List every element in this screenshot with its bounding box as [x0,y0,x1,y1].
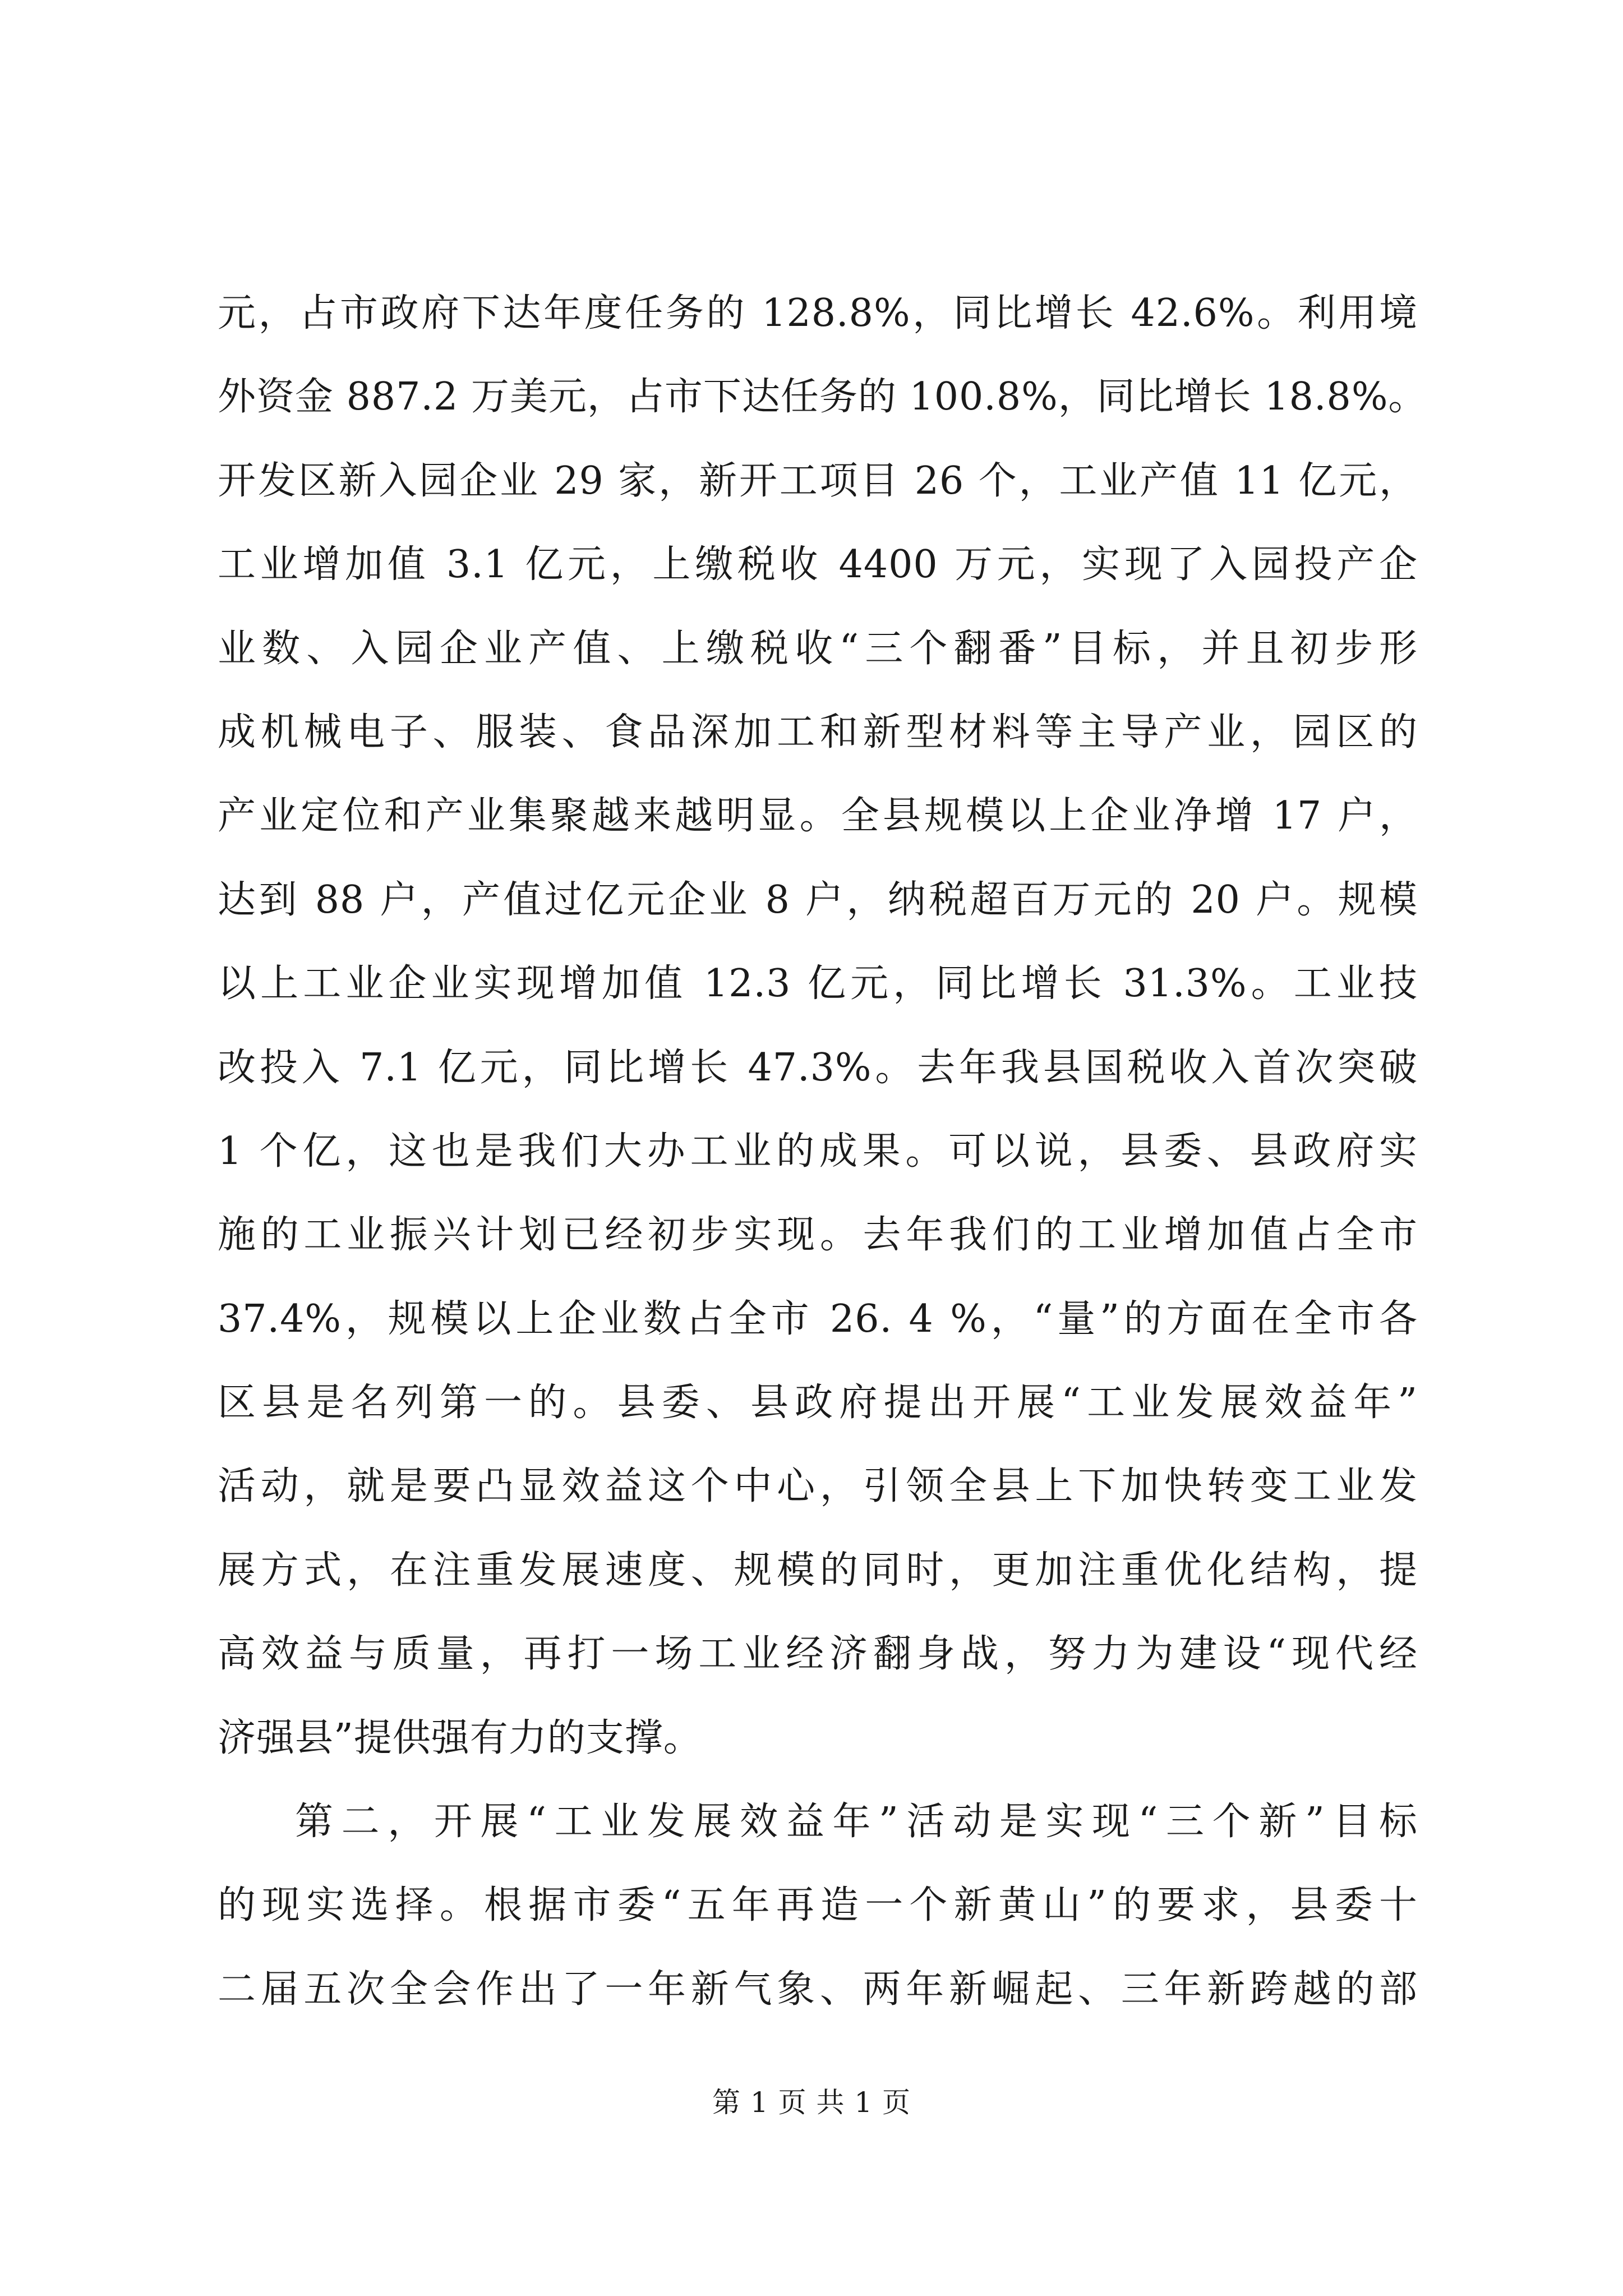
text-line: 以上工业企业实现增加值 12.3 亿元，同比增长 31.3%。工业技 [218,961,1418,1006]
text-line: 达到 88 户，产值过亿元企业 8 户，纳税超百万元的 20 户。规模 [218,877,1418,922]
text-line: 元，占市政府下达年度任务的 128.8%，同比增长 42.6%。利用境 [218,291,1418,335]
text-line: 外资金 887.2 万美元，占市下达任务的 100.8%，同比增长 18.8%。 [218,375,1427,420]
text-line: 高效益与质量，再打一场工业经济翻身战，努力为建设“现代经 [218,1632,1418,1677]
text-line: 济强县”提供强有力的支撑。 [218,1715,702,1760]
text-line: 成机械电子、服装、食品深加工和新型材料等主导产业，园区的 [218,710,1418,754]
text-line: 二届五次全会作出了一年新气象、两年新崛起、三年新跨越的部 [218,1967,1418,2012]
text-line: 37.4%，规模以上企业数占全市 26. 4 %，“量”的方面在全市各 [218,1296,1418,1341]
text-line: 改投入 7.1 亿元，同比增长 47.3%。去年我县国税收入首次突破 [218,1045,1418,1090]
text-line: 的现实选择。根据市委“五年再造一个新黄山”的要求，县委十 [218,1883,1418,1928]
page-footer: 第 1 页 共 1 页 [712,2086,911,2119]
body-text [218,272,1427,2031]
text-line: 展方式，在注重发展速度、规模的同时，更加注重优化结构，提 [218,1548,1418,1593]
text-line: 区县是名列第一的。县委、县政府提出开展“工业发展效益年” [218,1381,1418,1425]
text-line: 施的工业振兴计划已经初步实现。去年我们的工业增加值占全市 [218,1213,1418,1258]
paragraph-first-line: 第二，开展“工业发展效益年”活动是实现“三个新”目标 [295,1800,1418,1844]
text-line: 1 个亿，这也是我们大办工业的成果。可以说，县委、县政府实 [218,1129,1418,1174]
text-line: 工业增加值 3.1 亿元，上缴税收 4400 万元，实现了入园投产企 [218,542,1418,587]
text-line: 产业定位和产业集聚越来越明显。全县规模以上企业净增 17 户， [218,794,1418,839]
text-line: 业数、入园企业产值、上缴税收“三个翻番”目标，并且初步形 [218,626,1418,671]
text-line: 开发区新入园企业 29 家，新开工项目 26 个，工业产值 11 亿元， [218,458,1418,503]
text-line: 活动，就是要凸显效益这个中心，引领全县上下加快转变工业发 [218,1464,1418,1509]
